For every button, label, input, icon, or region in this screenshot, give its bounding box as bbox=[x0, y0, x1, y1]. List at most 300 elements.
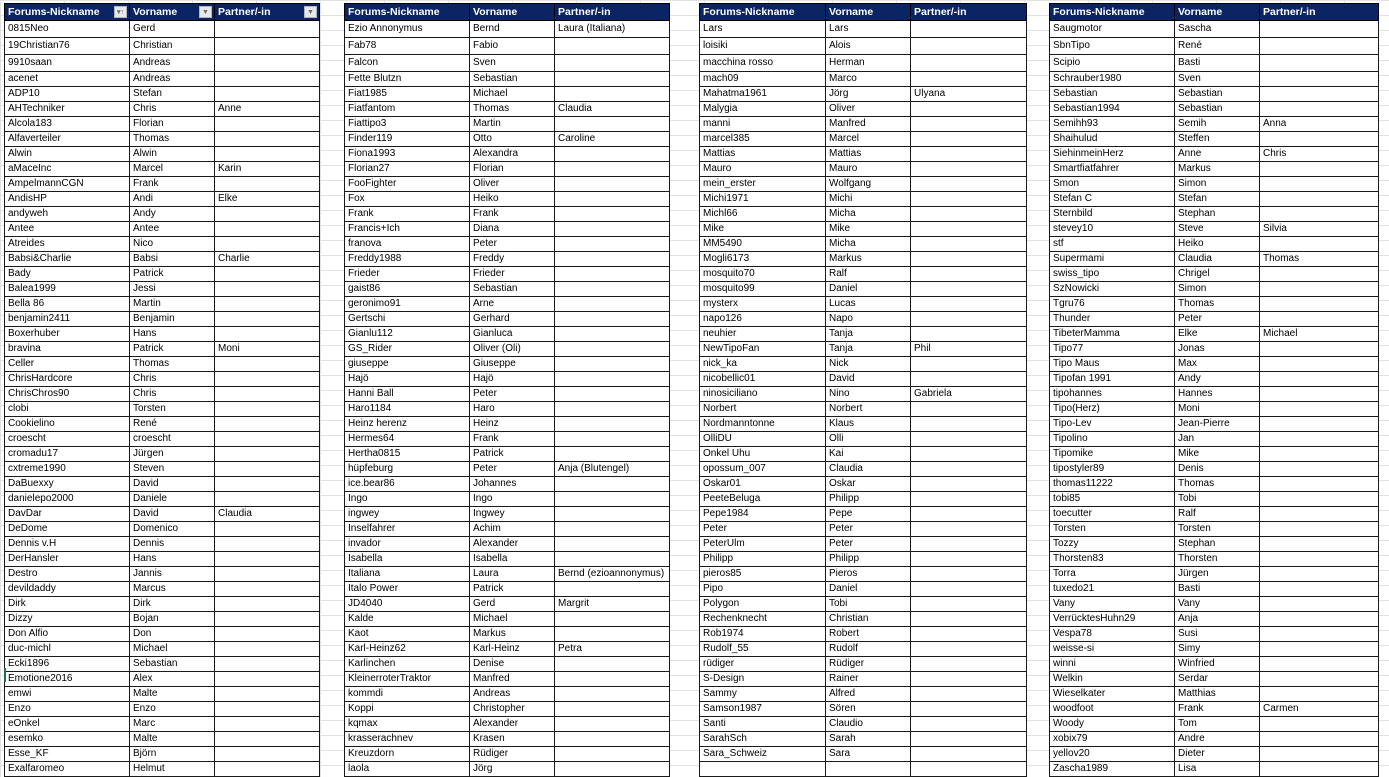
cell-firstname[interactable]: Max bbox=[1175, 357, 1260, 372]
cell-firstname[interactable]: Mike bbox=[826, 222, 911, 237]
cell-nickname[interactable]: Zascha1989 bbox=[1050, 762, 1175, 777]
cell-nickname[interactable]: Alwin bbox=[5, 147, 130, 162]
cell-firstname[interactable]: Chris bbox=[130, 102, 215, 117]
cell-firstname[interactable]: Oskar bbox=[826, 477, 911, 492]
cell-partner[interactable] bbox=[911, 732, 1027, 747]
cell-firstname[interactable]: Heinz bbox=[470, 417, 555, 432]
cell-nickname[interactable]: AmpelmannCGN bbox=[5, 177, 130, 192]
cell-partner[interactable] bbox=[911, 282, 1027, 297]
cell-nickname[interactable]: Thorsten83 bbox=[1050, 552, 1175, 567]
cell-firstname[interactable]: Marcus bbox=[130, 582, 215, 597]
cell-partner[interactable] bbox=[215, 177, 320, 192]
cell-firstname[interactable]: Jan bbox=[1175, 432, 1260, 447]
cell-partner[interactable] bbox=[911, 567, 1027, 582]
cell-firstname[interactable]: Klaus bbox=[826, 417, 911, 432]
cell-partner[interactable] bbox=[215, 387, 320, 402]
cell-partner[interactable] bbox=[215, 657, 320, 672]
cell-nickname[interactable]: Tipo77 bbox=[1050, 342, 1175, 357]
cell-nickname[interactable]: Vany bbox=[1050, 597, 1175, 612]
cell-nickname[interactable]: Hertha0815 bbox=[345, 447, 470, 462]
cell-nickname[interactable]: Supermami bbox=[1050, 252, 1175, 267]
cell-nickname[interactable]: ice.bear86 bbox=[345, 477, 470, 492]
cell-nickname[interactable]: Gianlu112 bbox=[345, 327, 470, 342]
cell-firstname[interactable]: Hajö bbox=[470, 372, 555, 387]
cell-firstname[interactable]: Elke bbox=[1175, 327, 1260, 342]
cell-nickname[interactable]: tipohannes bbox=[1050, 387, 1175, 402]
cell-partner[interactable] bbox=[911, 297, 1027, 312]
cell-partner[interactable] bbox=[215, 447, 320, 462]
cell-partner[interactable] bbox=[1260, 687, 1379, 702]
cell-firstname[interactable]: Philipp bbox=[826, 552, 911, 567]
cell-nickname[interactable]: ADP10 bbox=[5, 87, 130, 102]
cell-nickname[interactable]: Freddy1988 bbox=[345, 252, 470, 267]
cell-partner[interactable] bbox=[1260, 21, 1379, 38]
cell-nickname[interactable]: Thunder bbox=[1050, 312, 1175, 327]
cell-nickname[interactable]: Babsi&Charlie bbox=[5, 252, 130, 267]
column-header-nickname[interactable]: Forums-Nickname bbox=[345, 4, 470, 21]
cell-firstname[interactable]: Ingo bbox=[470, 492, 555, 507]
cell-partner[interactable] bbox=[911, 552, 1027, 567]
cell-firstname[interactable]: Ralf bbox=[1175, 507, 1260, 522]
cell-nickname[interactable]: Ingo bbox=[345, 492, 470, 507]
cell-partner[interactable] bbox=[911, 537, 1027, 552]
cell-partner[interactable] bbox=[1260, 387, 1379, 402]
cell-nickname[interactable]: Boxerhuber bbox=[5, 327, 130, 342]
cell-nickname[interactable]: Bady bbox=[5, 267, 130, 282]
cell-firstname[interactable]: Björn bbox=[130, 747, 215, 762]
cell-partner[interactable] bbox=[911, 477, 1027, 492]
cell-firstname[interactable]: Frank bbox=[470, 432, 555, 447]
cell-firstname[interactable]: Patrick bbox=[470, 447, 555, 462]
cell-nickname[interactable]: Fiattipo3 bbox=[345, 117, 470, 132]
cell-firstname[interactable]: Sven bbox=[470, 55, 555, 72]
cell-partner[interactable] bbox=[1260, 282, 1379, 297]
cell-nickname[interactable]: toecutter bbox=[1050, 507, 1175, 522]
cell-nickname[interactable]: Rudolf_55 bbox=[700, 642, 826, 657]
cell-nickname[interactable]: GS_Rider bbox=[345, 342, 470, 357]
cell-partner[interactable] bbox=[215, 537, 320, 552]
cell-firstname[interactable]: Semih bbox=[1175, 117, 1260, 132]
cell-nickname[interactable]: marcel385 bbox=[700, 132, 826, 147]
cell-nickname[interactable]: Tozzy bbox=[1050, 537, 1175, 552]
cell-partner[interactable] bbox=[555, 387, 670, 402]
cell-nickname[interactable]: Malygia bbox=[700, 102, 826, 117]
cell-partner[interactable] bbox=[911, 702, 1027, 717]
cell-firstname[interactable]: Denis bbox=[1175, 462, 1260, 477]
cell-partner[interactable] bbox=[1260, 192, 1379, 207]
cell-nickname[interactable]: SiehinmeinHerz bbox=[1050, 147, 1175, 162]
cell-nickname[interactable]: emwi bbox=[5, 687, 130, 702]
cell-nickname[interactable]: Wieselkater bbox=[1050, 687, 1175, 702]
cell-nickname[interactable]: Emotione2016 bbox=[5, 672, 130, 687]
cell-partner[interactable] bbox=[911, 222, 1027, 237]
cell-nickname[interactable]: nick_ka bbox=[700, 357, 826, 372]
cell-nickname[interactable]: esemko bbox=[5, 732, 130, 747]
cell-firstname[interactable]: Steffen bbox=[1175, 132, 1260, 147]
cell-partner[interactable] bbox=[1260, 537, 1379, 552]
cell-firstname[interactable]: Patrick bbox=[130, 342, 215, 357]
cell-partner[interactable] bbox=[1260, 447, 1379, 462]
cell-firstname[interactable]: Simon bbox=[1175, 177, 1260, 192]
cell-firstname[interactable]: Steve bbox=[1175, 222, 1260, 237]
cell-partner[interactable] bbox=[1260, 432, 1379, 447]
cell-nickname[interactable]: Stefan C bbox=[1050, 192, 1175, 207]
cell-firstname[interactable]: Markus bbox=[470, 627, 555, 642]
cell-partner[interactable] bbox=[1260, 55, 1379, 72]
cell-partner[interactable] bbox=[1260, 102, 1379, 117]
cell-partner[interactable] bbox=[215, 492, 320, 507]
cell-partner[interactable] bbox=[1260, 38, 1379, 55]
cell-nickname[interactable]: Mogli6173 bbox=[700, 252, 826, 267]
cell-partner[interactable] bbox=[215, 702, 320, 717]
cell-partner[interactable] bbox=[555, 237, 670, 252]
cell-partner[interactable] bbox=[215, 687, 320, 702]
cell-firstname[interactable]: Peter bbox=[826, 537, 911, 552]
cell-partner[interactable] bbox=[215, 477, 320, 492]
cell-nickname[interactable]: Mauro bbox=[700, 162, 826, 177]
column-header-partner[interactable]: Partner/-in bbox=[555, 4, 670, 21]
cell-nickname[interactable]: giuseppe bbox=[345, 357, 470, 372]
cell-partner[interactable] bbox=[555, 87, 670, 102]
cell-partner[interactable] bbox=[555, 72, 670, 87]
cell-nickname[interactable]: bravina bbox=[5, 342, 130, 357]
cell-firstname[interactable]: Laura bbox=[470, 567, 555, 582]
cell-firstname[interactable]: Otto bbox=[470, 132, 555, 147]
cell-nickname[interactable]: Michi1971 bbox=[700, 192, 826, 207]
cell-nickname[interactable]: SarahSch bbox=[700, 732, 826, 747]
cell-firstname[interactable]: Hans bbox=[130, 327, 215, 342]
cell-firstname[interactable]: Frank bbox=[470, 207, 555, 222]
cell-firstname[interactable]: Patrick bbox=[470, 582, 555, 597]
cell-nickname[interactable]: Pipo bbox=[700, 582, 826, 597]
cell-firstname[interactable]: Malte bbox=[130, 732, 215, 747]
cell-partner[interactable]: Claudia bbox=[555, 102, 670, 117]
cell-nickname[interactable]: Haro1184 bbox=[345, 402, 470, 417]
cell-firstname[interactable]: Ralf bbox=[826, 267, 911, 282]
cell-firstname[interactable]: Krasen bbox=[470, 732, 555, 747]
cell-nickname[interactable]: Karlinchen bbox=[345, 657, 470, 672]
cell-firstname[interactable]: Thomas bbox=[1175, 297, 1260, 312]
cell-partner[interactable] bbox=[911, 162, 1027, 177]
cell-partner[interactable] bbox=[215, 732, 320, 747]
cell-partner[interactable] bbox=[911, 462, 1027, 477]
cell-partner[interactable] bbox=[555, 747, 670, 762]
cell-nickname[interactable]: acenet bbox=[5, 72, 130, 87]
cell-firstname[interactable]: Robert bbox=[826, 627, 911, 642]
cell-firstname[interactable]: Philipp bbox=[826, 492, 911, 507]
cell-nickname[interactable]: Exalfaromeo bbox=[5, 762, 130, 777]
cell-partner[interactable] bbox=[215, 72, 320, 87]
cell-partner[interactable] bbox=[555, 282, 670, 297]
cell-nickname[interactable]: macchina rosso bbox=[700, 55, 826, 72]
cell-firstname[interactable]: Dennis bbox=[130, 537, 215, 552]
cell-nickname[interactable]: pieros85 bbox=[700, 567, 826, 582]
cell-nickname[interactable]: OlliDU bbox=[700, 432, 826, 447]
cell-firstname[interactable]: Claudia bbox=[826, 462, 911, 477]
cell-partner[interactable] bbox=[555, 687, 670, 702]
cell-partner[interactable] bbox=[911, 447, 1027, 462]
cell-firstname[interactable]: Alfred bbox=[826, 687, 911, 702]
cell-firstname[interactable]: Basti bbox=[1175, 582, 1260, 597]
cell-partner[interactable]: Anne bbox=[215, 102, 320, 117]
cell-partner[interactable]: Claudia bbox=[215, 507, 320, 522]
cell-partner[interactable] bbox=[215, 147, 320, 162]
cell-partner[interactable] bbox=[1260, 267, 1379, 282]
cell-nickname[interactable]: thomas11222 bbox=[1050, 477, 1175, 492]
cell-firstname[interactable]: Oliver bbox=[470, 177, 555, 192]
cell-nickname[interactable]: DavDar bbox=[5, 507, 130, 522]
cell-nickname[interactable]: ChrisHardcore bbox=[5, 372, 130, 387]
cell-nickname[interactable]: Enzo bbox=[5, 702, 130, 717]
cell-firstname[interactable]: Basti bbox=[1175, 55, 1260, 72]
cell-firstname[interactable]: Malte bbox=[130, 687, 215, 702]
cell-partner[interactable] bbox=[1260, 762, 1379, 777]
cell-firstname[interactable]: Daniel bbox=[826, 282, 911, 297]
cell-partner[interactable] bbox=[555, 432, 670, 447]
cell-nickname[interactable]: Gertschi bbox=[345, 312, 470, 327]
cell-partner[interactable] bbox=[1260, 597, 1379, 612]
cell-partner[interactable] bbox=[1260, 342, 1379, 357]
cell-nickname[interactable]: stf bbox=[1050, 237, 1175, 252]
cell-nickname[interactable]: Torra bbox=[1050, 567, 1175, 582]
cell-nickname[interactable]: benjamin2411 bbox=[5, 312, 130, 327]
cell-firstname[interactable]: Hans bbox=[130, 552, 215, 567]
cell-partner[interactable] bbox=[215, 237, 320, 252]
cell-nickname[interactable]: Hajö bbox=[345, 372, 470, 387]
cell-firstname[interactable]: Thomas bbox=[470, 102, 555, 117]
cell-nickname[interactable]: Kaot bbox=[345, 627, 470, 642]
cell-partner[interactable] bbox=[1260, 672, 1379, 687]
column-header-nickname[interactable]: Forums-Nickname bbox=[1050, 4, 1175, 21]
cell-firstname[interactable]: Pepe bbox=[826, 507, 911, 522]
cell-partner[interactable]: Margrit bbox=[555, 597, 670, 612]
cell-firstname[interactable]: Andreas bbox=[130, 55, 215, 72]
cell-firstname[interactable]: Alois bbox=[826, 38, 911, 55]
cell-partner[interactable]: Ulyana bbox=[911, 87, 1027, 102]
cell-firstname[interactable]: Torsten bbox=[1175, 522, 1260, 537]
cell-nickname[interactable]: eOnkel bbox=[5, 717, 130, 732]
cell-nickname[interactable]: Antee bbox=[5, 222, 130, 237]
cell-firstname[interactable]: Rüdiger bbox=[470, 747, 555, 762]
cell-firstname[interactable]: Moni bbox=[1175, 402, 1260, 417]
cell-nickname[interactable]: Michl66 bbox=[700, 207, 826, 222]
cell-partner[interactable] bbox=[555, 357, 670, 372]
cell-nickname[interactable]: SbnTipo bbox=[1050, 38, 1175, 55]
cell-firstname[interactable]: Stefan bbox=[130, 87, 215, 102]
cell-firstname[interactable]: Thomas bbox=[130, 132, 215, 147]
cell-nickname[interactable]: woodfoot bbox=[1050, 702, 1175, 717]
cell-partner[interactable] bbox=[1260, 312, 1379, 327]
cell-firstname[interactable] bbox=[826, 762, 911, 777]
cell-firstname[interactable]: Norbert bbox=[826, 402, 911, 417]
cell-nickname[interactable]: Rob1974 bbox=[700, 627, 826, 642]
cell-firstname[interactable]: Thomas bbox=[1175, 477, 1260, 492]
cell-firstname[interactable]: Andreas bbox=[470, 687, 555, 702]
cell-nickname[interactable]: Florian27 bbox=[345, 162, 470, 177]
cell-firstname[interactable]: Mattias bbox=[826, 147, 911, 162]
cell-partner[interactable]: Michael bbox=[1260, 327, 1379, 342]
cell-nickname[interactable]: SzNowicki bbox=[1050, 282, 1175, 297]
cell-firstname[interactable]: Jörg bbox=[826, 87, 911, 102]
cell-partner[interactable] bbox=[215, 207, 320, 222]
cell-firstname[interactable]: Peter bbox=[1175, 312, 1260, 327]
cell-firstname[interactable]: Sebastian bbox=[130, 657, 215, 672]
cell-nickname[interactable]: mosquito99 bbox=[700, 282, 826, 297]
cell-firstname[interactable]: Michael bbox=[470, 87, 555, 102]
cell-firstname[interactable]: Serdar bbox=[1175, 672, 1260, 687]
cell-firstname[interactable]: Michael bbox=[130, 642, 215, 657]
cell-firstname[interactable]: Herman bbox=[826, 55, 911, 72]
cell-nickname[interactable]: Fab78 bbox=[345, 38, 470, 55]
cell-nickname[interactable]: devildaddy bbox=[5, 582, 130, 597]
cell-partner[interactable] bbox=[911, 147, 1027, 162]
cell-firstname[interactable]: Antee bbox=[130, 222, 215, 237]
cell-nickname[interactable]: nicobellic01 bbox=[700, 372, 826, 387]
cell-partner[interactable] bbox=[555, 177, 670, 192]
cell-partner[interactable] bbox=[1260, 567, 1379, 582]
cell-firstname[interactable]: Gianluca bbox=[470, 327, 555, 342]
cell-nickname[interactable]: clobi bbox=[5, 402, 130, 417]
cell-nickname[interactable]: DeDome bbox=[5, 522, 130, 537]
cell-partner[interactable] bbox=[555, 297, 670, 312]
cell-firstname[interactable]: Nino bbox=[826, 387, 911, 402]
cell-firstname[interactable]: Pieros bbox=[826, 567, 911, 582]
cell-partner[interactable] bbox=[555, 657, 670, 672]
cell-partner[interactable]: Phil bbox=[911, 342, 1027, 357]
cell-partner[interactable] bbox=[911, 687, 1027, 702]
cell-firstname[interactable]: Sarah bbox=[826, 732, 911, 747]
cell-partner[interactable] bbox=[215, 747, 320, 762]
cell-firstname[interactable]: Chrigel bbox=[1175, 267, 1260, 282]
column-header-firstname[interactable]: Vorname bbox=[1175, 4, 1260, 21]
cell-nickname[interactable]: 0815Neo bbox=[5, 21, 130, 38]
cell-partner[interactable] bbox=[911, 417, 1027, 432]
cell-nickname[interactable]: Ecki1896 bbox=[5, 657, 130, 672]
cell-partner[interactable] bbox=[911, 132, 1027, 147]
cell-firstname[interactable]: Stefan bbox=[1175, 192, 1260, 207]
cell-firstname[interactable]: Stephan bbox=[1175, 207, 1260, 222]
cell-nickname[interactable]: Italo Power bbox=[345, 582, 470, 597]
cell-partner[interactable]: Gabriela bbox=[911, 387, 1027, 402]
cell-partner[interactable] bbox=[1260, 747, 1379, 762]
cell-firstname[interactable]: Olli bbox=[826, 432, 911, 447]
cell-nickname[interactable]: Fox bbox=[345, 192, 470, 207]
cell-nickname[interactable]: Frank bbox=[345, 207, 470, 222]
cell-partner[interactable] bbox=[555, 522, 670, 537]
cell-partner[interactable] bbox=[1260, 72, 1379, 87]
cell-nickname[interactable]: danielepo2000 bbox=[5, 492, 130, 507]
cell-partner[interactable] bbox=[911, 372, 1027, 387]
cell-partner[interactable] bbox=[215, 567, 320, 582]
cell-partner[interactable] bbox=[1260, 717, 1379, 732]
cell-nickname[interactable]: MM5490 bbox=[700, 237, 826, 252]
cell-nickname[interactable]: Smartfiatfahrer bbox=[1050, 162, 1175, 177]
cell-nickname[interactable]: Norbert bbox=[700, 402, 826, 417]
cell-partner[interactable] bbox=[911, 38, 1027, 55]
cell-partner[interactable] bbox=[911, 612, 1027, 627]
cell-firstname[interactable]: Tobi bbox=[826, 597, 911, 612]
cell-nickname[interactable]: gaist86 bbox=[345, 282, 470, 297]
cell-firstname[interactable]: Christian bbox=[826, 612, 911, 627]
cell-partner[interactable] bbox=[1260, 402, 1379, 417]
cell-nickname[interactable]: manni bbox=[700, 117, 826, 132]
cell-partner[interactable] bbox=[555, 312, 670, 327]
cell-partner[interactable]: Anja (Blutengel) bbox=[555, 462, 670, 477]
cell-nickname[interactable]: Esse_KF bbox=[5, 747, 130, 762]
cell-partner[interactable] bbox=[215, 21, 320, 38]
cell-nickname[interactable]: franova bbox=[345, 237, 470, 252]
cell-firstname[interactable]: Heiko bbox=[1175, 237, 1260, 252]
cell-nickname[interactable]: Kreuzdorn bbox=[345, 747, 470, 762]
cell-firstname[interactable]: Sven bbox=[1175, 72, 1260, 87]
cell-partner[interactable]: Petra bbox=[555, 642, 670, 657]
cell-firstname[interactable]: Lucas bbox=[826, 297, 911, 312]
cell-partner[interactable] bbox=[911, 747, 1027, 762]
cell-firstname[interactable]: Andreas bbox=[130, 72, 215, 87]
cell-nickname[interactable]: Tipofan 1991 bbox=[1050, 372, 1175, 387]
cell-partner[interactable] bbox=[1260, 132, 1379, 147]
cell-nickname[interactable]: geronimo91 bbox=[345, 297, 470, 312]
cell-firstname[interactable]: Torsten bbox=[130, 402, 215, 417]
cell-firstname[interactable]: Benjamin bbox=[130, 312, 215, 327]
cell-nickname[interactable]: NewTipoFan bbox=[700, 342, 826, 357]
cell-partner[interactable] bbox=[1260, 627, 1379, 642]
cell-nickname[interactable]: tobi85 bbox=[1050, 492, 1175, 507]
cell-firstname[interactable]: Nico bbox=[130, 237, 215, 252]
cell-nickname[interactable]: 19Christian76 bbox=[5, 38, 130, 55]
cell-firstname[interactable]: Daniele bbox=[130, 492, 215, 507]
cell-firstname[interactable]: Gerhard bbox=[470, 312, 555, 327]
cell-partner[interactable]: Thomas bbox=[1260, 252, 1379, 267]
cell-partner[interactable] bbox=[1260, 507, 1379, 522]
cell-firstname[interactable]: Peter bbox=[470, 462, 555, 477]
cell-firstname[interactable]: Diana bbox=[470, 222, 555, 237]
cell-partner[interactable] bbox=[215, 267, 320, 282]
cell-firstname[interactable]: Mike bbox=[1175, 447, 1260, 462]
cell-nickname[interactable]: ninosiciliano bbox=[700, 387, 826, 402]
cell-nickname[interactable]: xobix79 bbox=[1050, 732, 1175, 747]
cell-firstname[interactable]: Manfred bbox=[826, 117, 911, 132]
cell-nickname[interactable]: Tgru76 bbox=[1050, 297, 1175, 312]
cell-partner[interactable] bbox=[215, 38, 320, 55]
cell-partner[interactable] bbox=[1260, 612, 1379, 627]
cell-firstname[interactable]: Nick bbox=[826, 357, 911, 372]
cell-nickname[interactable]: Shaihulud bbox=[1050, 132, 1175, 147]
cell-firstname[interactable]: Florian bbox=[470, 162, 555, 177]
cell-nickname[interactable]: cromadu17 bbox=[5, 447, 130, 462]
cell-nickname[interactable]: opossum_007 bbox=[700, 462, 826, 477]
cell-partner[interactable] bbox=[911, 522, 1027, 537]
cell-partner[interactable]: Charlie bbox=[215, 252, 320, 267]
cell-partner[interactable] bbox=[215, 312, 320, 327]
cell-partner[interactable]: Karin bbox=[215, 162, 320, 177]
cell-nickname[interactable]: Schrauber1980 bbox=[1050, 72, 1175, 87]
cell-nickname[interactable]: Santi bbox=[700, 717, 826, 732]
cell-partner[interactable] bbox=[555, 252, 670, 267]
cell-firstname[interactable]: Vany bbox=[1175, 597, 1260, 612]
cell-partner[interactable] bbox=[1260, 372, 1379, 387]
cell-partner[interactable] bbox=[911, 177, 1027, 192]
cell-partner[interactable] bbox=[555, 222, 670, 237]
cell-nickname[interactable]: Philipp bbox=[700, 552, 826, 567]
cell-firstname[interactable]: Alwin bbox=[130, 147, 215, 162]
cell-firstname[interactable]: Jörg bbox=[470, 762, 555, 777]
cell-partner[interactable] bbox=[911, 237, 1027, 252]
column-header-firstname[interactable]: Vorname bbox=[470, 4, 555, 21]
cell-firstname[interactable]: Peter bbox=[470, 237, 555, 252]
cell-nickname[interactable]: Lars bbox=[700, 21, 826, 38]
cell-firstname[interactable]: Domenico bbox=[130, 522, 215, 537]
